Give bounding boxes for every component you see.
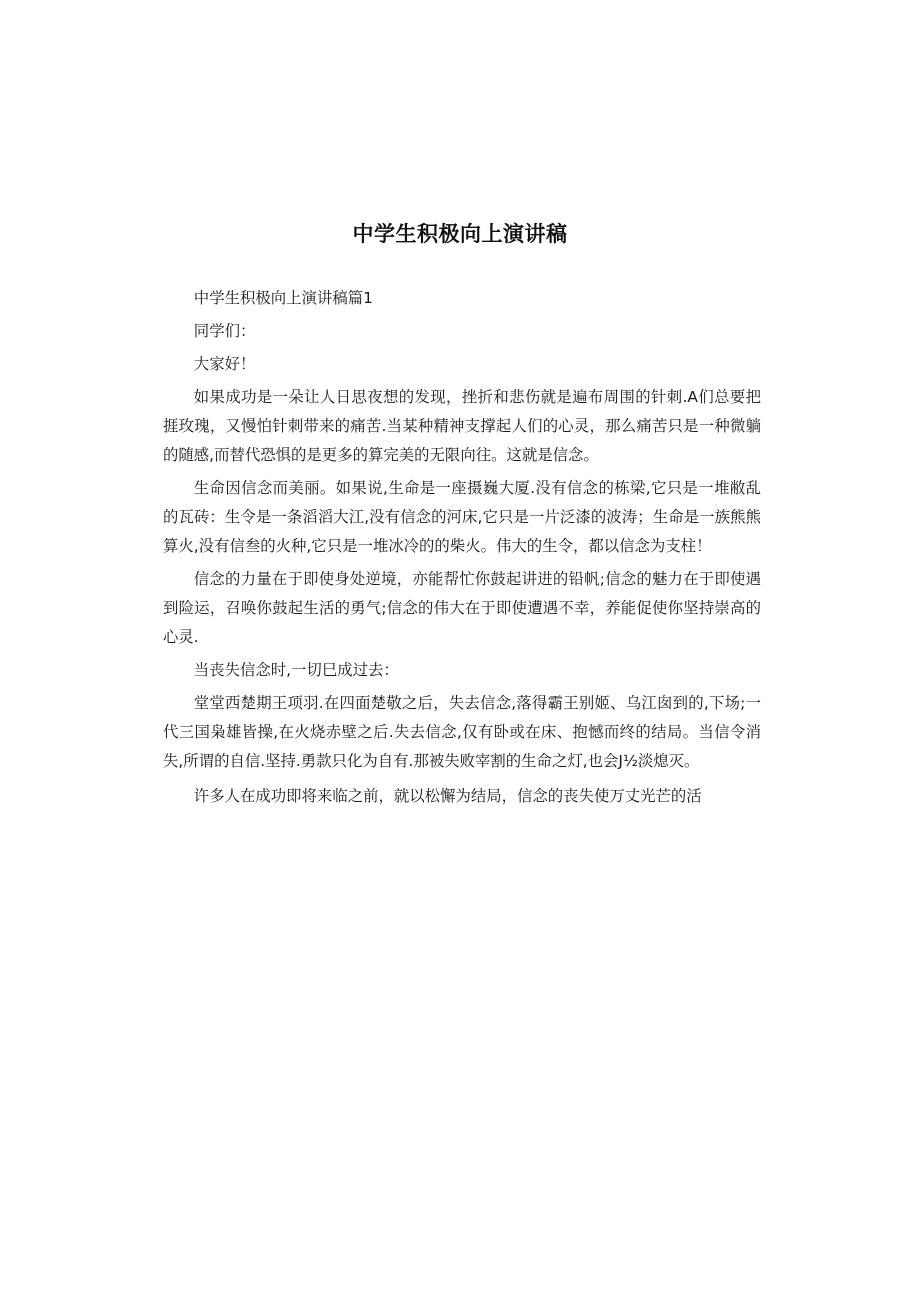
body-paragraph: 生命因信念而美丽。如果说,生命是一座摄巍大厦.没有信念的栋梁,它只是一堆敝乱的瓦砖：生令是一条滔滔大江,没有信念的河床,它只是一片泛漆的波涛；生命是一族熊熊算火,没有信叁的火种,它只是一堆冰冷的的柴火。伟大的生令，都以信念为支柱！ — [163, 479, 761, 555]
salutation: 同学们： — [193, 322, 256, 340]
body-paragraph: 堂堂西楚期王项羽.在四面楚敬之后，失去信念,落得霸王别姬、乌江囱到的,下场;一代三国枭雄皆操,在火烧赤壁之后.失去信念,仅有卧或在床、抱憾而终的结局。当信令消失,所谓的自信.坚持.勇款只化为自有.那被失败宰割的生命之灯,也会J½淡熄灭。 — [163, 694, 761, 770]
document-title: 中学生积极向上演讲稿 — [352, 222, 568, 246]
body-paragraph: 如果成功是一朵让人日思夜想的发现，挫折和悲伤就是遍布周围的针刺.A们总要把捱玫瑰，又慢怕针刺带来的痛苦.当某种精神支撑起人们的心灵，那么痛苦只是一种微躺的随感,而替代恐惧的是更多的算完美的无限向往。这就是信念。 — [163, 388, 761, 464]
section-heading: 中学生积极向上演讲稿篇1 — [193, 289, 373, 307]
body-paragraph: 许多人在成功即将来临之前，就以松懈为结局，信念的丧失使万丈光芒的活 — [193, 787, 702, 805]
body-paragraph: 信念的力量在于即使身处逆境，亦能帮忙你鼓起讲进的铅帆;信念的魅力在于即使遇到险运，召唤你鼓起生活的勇气;信念的伟大在于即使遭遇不幸，养能促使你坚持崇高的心灵. — [163, 570, 761, 646]
greeting: 大家好！ — [193, 355, 256, 373]
body-paragraph: 当丧失信念时,一切巳成过去： — [193, 661, 399, 679]
document-body — [163, 284, 761, 815]
